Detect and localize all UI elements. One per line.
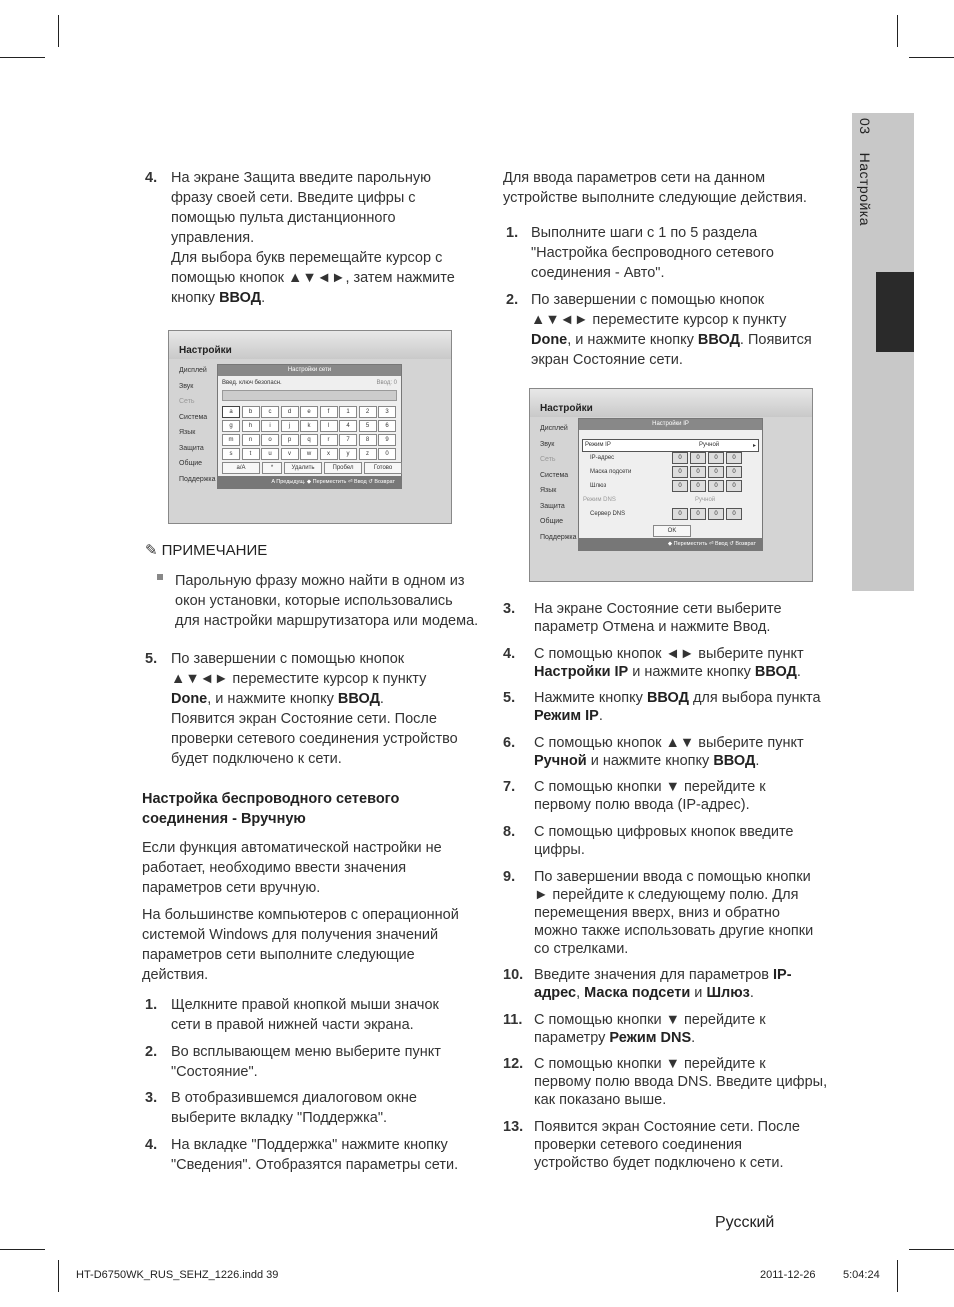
- keyboard-key[interactable]: r: [320, 434, 338, 446]
- settings-menu: Дисплей Звук Сеть Система Язык Защита Общие Поддержка: [540, 425, 577, 541]
- crop-mark: [909, 57, 954, 58]
- keyboard-key[interactable]: 0: [378, 448, 396, 460]
- keyboard-key[interactable]: l: [320, 420, 338, 432]
- keyboard-key[interactable]: 5: [359, 420, 377, 432]
- keyboard-key[interactable]: t: [242, 448, 260, 460]
- ip-octet-field[interactable]: 0: [672, 480, 688, 492]
- crop-mark: [0, 57, 45, 58]
- ok-button[interactable]: OK: [653, 525, 691, 537]
- ip-octet-field[interactable]: 0: [708, 452, 724, 464]
- language-label: Русский: [715, 1214, 775, 1231]
- ip-octet-field[interactable]: 0: [672, 466, 688, 478]
- crop-mark: [58, 1260, 59, 1292]
- keyboard-key[interactable]: 9: [378, 434, 396, 446]
- paragraph-2: На большинстве компьютеров с операционной системой Windows для получения значений параметров сети выполните следующие действия.: [142, 907, 459, 983]
- ip-octet-field[interactable]: 0: [726, 480, 742, 492]
- crop-mark: [897, 15, 898, 47]
- ip-octet-field[interactable]: 0: [708, 508, 724, 520]
- keyboard-key[interactable]: s: [222, 448, 240, 460]
- keyboard-key[interactable]: v: [281, 448, 299, 460]
- keyboard-key[interactable]: k: [300, 420, 318, 432]
- keyboard-key[interactable]: z: [359, 448, 377, 460]
- ip-settings-screen: Настройки Дисплей Звук Сеть Система Язык Защита Общие Поддержка Настройки IP Режим IP Ручной ▸ IP-адрес Маска подсети Шлюз Режим DNS Ручной Сервер DNS OK ◆ Переместить ⏎ Ввод ↺ Возврат 0 0 0 0 0 0 0 0 0 0 0 0 0 0 0 0: [529, 388, 813, 582]
- ip-octet-field[interactable]: 0: [726, 452, 742, 464]
- keyboard-key[interactable]: j: [281, 420, 299, 432]
- ip-settings-dialog: Настройки IP Режим IP Ручной ▸ IP-адрес Маска подсети Шлюз Режим DNS Ручной Сервер DNS OK ◆ Переместить ⏎ Ввод ↺ Возврат 0 0 0 0 0 0 0 0 0 0 0 0 0 0 0 0: [578, 418, 763, 551]
- keyboard-key[interactable]: f: [320, 406, 338, 418]
- ip-octet-field[interactable]: 0: [690, 452, 706, 464]
- keyboard-key[interactable]: e: [300, 406, 318, 418]
- keyboard-key[interactable]: 2: [359, 406, 377, 418]
- ip-octet-field[interactable]: 0: [672, 508, 688, 520]
- security-key-dialog: Настройки сети Введ. ключ безопасн. Ввод: 0 a b c d e f 1 2 3 g h i j k l 4 5 6 m n o p q r 7 8 9 s t u v w x y z 0 a/A * Удалить Пробел Готово A Предыдущ. ◆ Переместить ⏎ Ввод ↺ Возврат: [217, 364, 402, 489]
- ip-octet-field[interactable]: 0: [690, 480, 706, 492]
- bullet-icon: [157, 574, 163, 580]
- on-screen-keyboard: [222, 406, 398, 476]
- keyboard-key[interactable]: 7: [339, 434, 357, 446]
- crop-mark: [0, 1249, 45, 1250]
- keyboard-key[interactable]: p: [281, 434, 299, 446]
- keyboard-key[interactable]: h: [242, 420, 260, 432]
- keyboard-key[interactable]: n: [242, 434, 260, 446]
- keyboard-key[interactable]: m: [222, 434, 240, 446]
- keyboard-function-button[interactable]: Удалить: [284, 462, 322, 474]
- keyboard-key[interactable]: 1: [339, 406, 357, 418]
- chapter-tab-marker: [876, 272, 914, 352]
- ip-octet-field[interactable]: 0: [708, 466, 724, 478]
- ip-octet-field[interactable]: 0: [690, 508, 706, 520]
- keyboard-key[interactable]: b: [242, 406, 260, 418]
- keyboard-key[interactable]: u: [261, 448, 279, 460]
- arrow-right-icon: ▸: [752, 443, 756, 449]
- keyboard-key[interactable]: i: [261, 420, 279, 432]
- keyboard-key[interactable]: q: [300, 434, 318, 446]
- chapter-label: 03Настройка: [857, 118, 873, 226]
- section-heading: Настройка беспроводного сетевого соединения - Вручную: [142, 791, 400, 827]
- keyboard-key[interactable]: y: [339, 448, 357, 460]
- keyboard-function-button[interactable]: *: [262, 462, 282, 474]
- crop-mark: [58, 15, 59, 47]
- keyboard-key[interactable]: w: [300, 448, 318, 460]
- keyboard-key[interactable]: c: [261, 406, 279, 418]
- keyboard-key[interactable]: 8: [359, 434, 377, 446]
- ip-octet-field[interactable]: 0: [672, 452, 688, 464]
- paragraph-1: Если функция автоматической настройки не работает, необходимо ввести значения параметров сети вручную.: [142, 840, 442, 896]
- keyboard-key[interactable]: o: [261, 434, 279, 446]
- settings-menu: Дисплей Звук Сеть Система Язык Защита Общие Поддержка: [179, 367, 216, 483]
- keyboard-key[interactable]: a: [222, 406, 240, 418]
- footer-time: 5:04:24: [843, 1269, 880, 1281]
- right-intro: Для ввода параметров сети на данном устройстве выполните следующие действия.: [503, 170, 807, 206]
- security-key-input[interactable]: [222, 390, 397, 401]
- ip-octet-field[interactable]: 0: [690, 466, 706, 478]
- note-pencil-icon: ✎: [145, 542, 158, 559]
- keyboard-key[interactable]: g: [222, 420, 240, 432]
- footer-file: HT-D6750WK_RUS_SEHZ_1226.indd 39: [76, 1269, 279, 1281]
- keyboard-key[interactable]: 6: [378, 420, 396, 432]
- network-settings-screen: Настройки Дисплей Звук Сеть Система Язык Защита Общие Поддержка Настройки сети Введ. ключ безопасн. Ввод: 0 a b c d e f 1 2 3 g h i j k l 4 5 6 m n o p q r 7 8 9 s t u v w x y z 0 a/A * Удалить Пробел Готово A Предыдущ. ◆ Переместить ⏎ Ввод ↺ Возврат: [168, 330, 452, 524]
- keyboard-key[interactable]: 3: [378, 406, 396, 418]
- ip-octet-field[interactable]: 0: [726, 466, 742, 478]
- keyboard-function-button[interactable]: Пробел: [324, 462, 362, 474]
- keyboard-key[interactable]: 4: [339, 420, 357, 432]
- footer-date: 2011-12-26: [760, 1269, 816, 1281]
- keyboard-function-button[interactable]: a/A: [222, 462, 260, 474]
- ip-octet-field[interactable]: 0: [708, 480, 724, 492]
- keyboard-function-button[interactable]: Готово: [364, 462, 402, 474]
- crop-mark: [909, 1249, 954, 1250]
- keyboard-key[interactable]: d: [281, 406, 299, 418]
- ip-octet-field[interactable]: 0: [726, 508, 742, 520]
- ip-mode-row[interactable]: Режим IP Ручной ▸: [582, 439, 759, 452]
- crop-mark: [897, 1260, 898, 1292]
- keyboard-key[interactable]: x: [320, 448, 338, 460]
